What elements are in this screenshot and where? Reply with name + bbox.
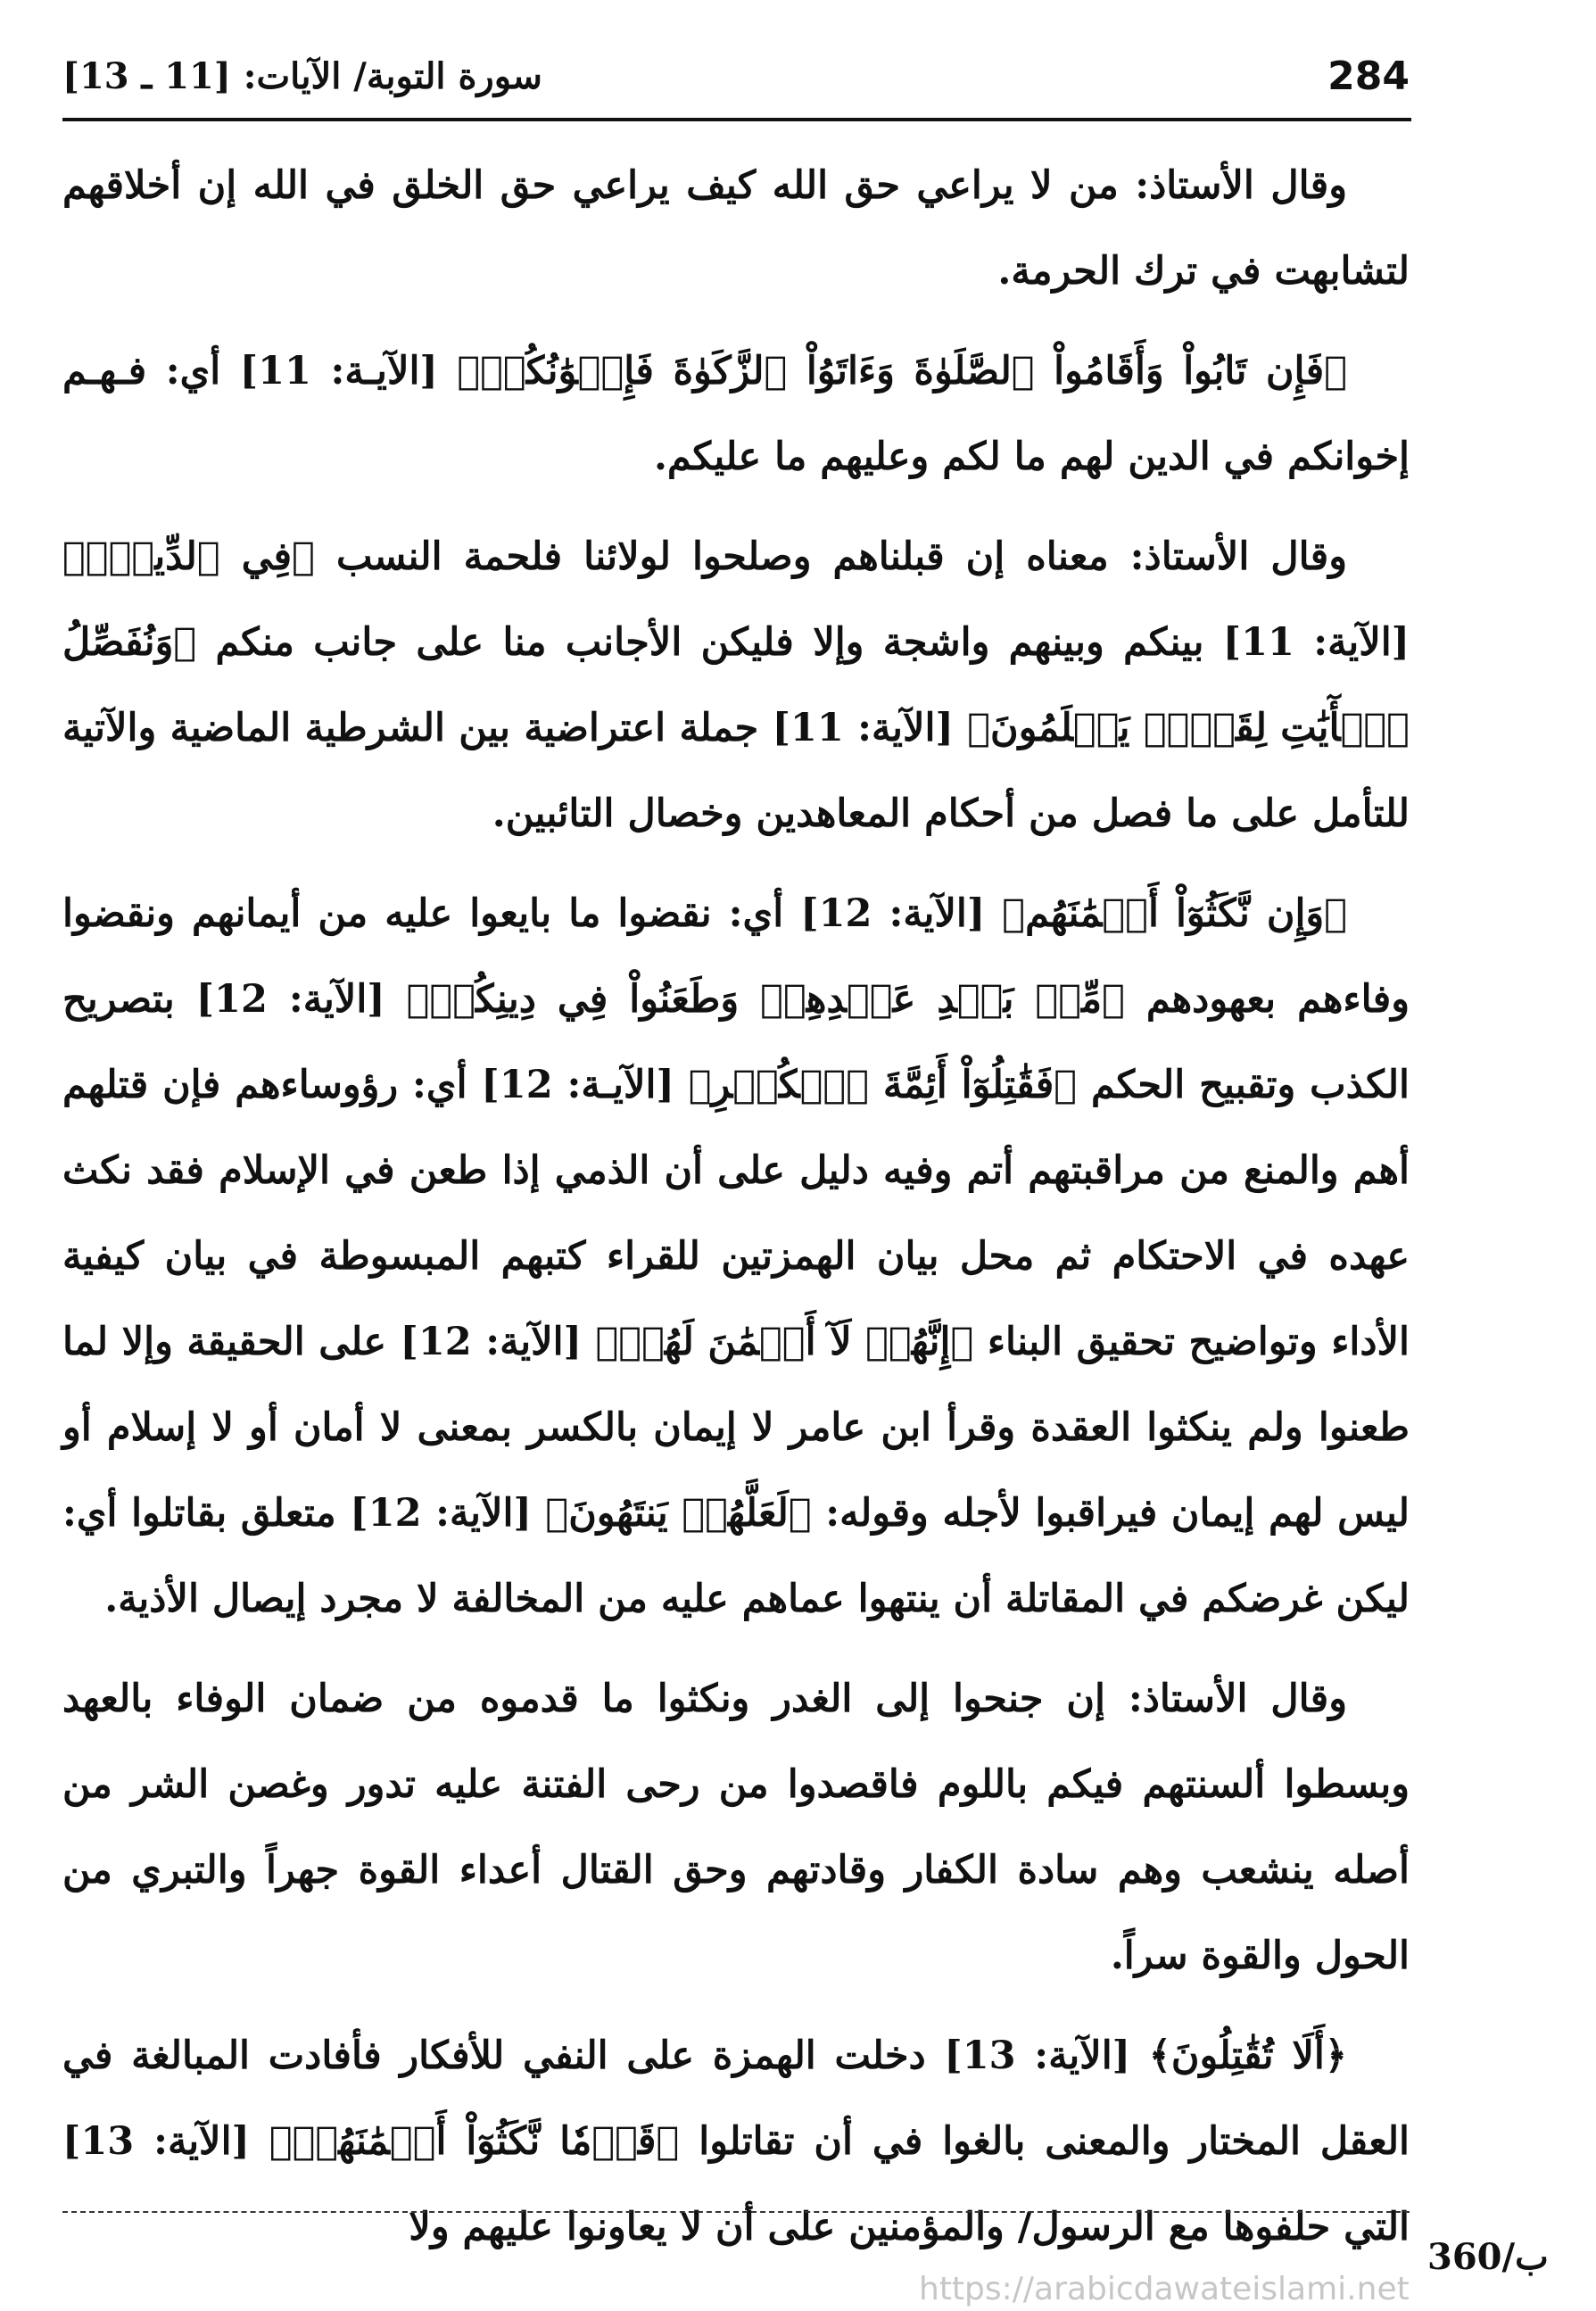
running-title: سورة التوبة/ الآيات: [11 ـ 13] [62,55,542,97]
paragraph: ﴿أَلَا تُقَٰتِلُونَ﴾ [الآية: 13] دخلت الهمزة على النفي للأفكار فأفادت المبالغة في العقل المختار والمعنى بالغوا في أن تقاتلوا ﴿قَوۡمٗا نَّكَثُوٓاْ أَيۡمَٰنَهُمۡ﴾ [الآية: 13] التي حلفوها مع الرسول/ والمؤمنين على أن لا يعاونوا عليهم ولا [62,2034,1410,2249]
watermark-url: https://arabicdawateislami.net [919,2271,1410,2307]
strikethrough-line [62,2211,1410,2213]
page-number: 284 [1327,54,1410,99]
paragraph: وقال الأستاذ: من لا يراعي حق الله كيف يراعي حق الخلق في الله إن أخلاقهم لتشابهت في ترك الحرمة. [62,163,1410,294]
header-rule [62,118,1411,121]
paragraph: ﴿فَإِن تَابُواْ وَأَقَامُواْ ٱلصَّلَوٰةَ وَءَاتَوُاْ ٱلزَّكَوٰةَ فَإِخۡوَٰنُكُمۡ﴾ [الآيـة: 11] أي: فـهـم إخوانكم في الدين لهم ما لكم وعليهم ما عليكم. [62,349,1410,479]
paragraph: وقال الأستاذ: إن جنحوا إلى الغدر ونكثوا ما قدموه من ضمان الوفاء بالعهد وبسطوا ألسنتهم فيكم باللوم فاقصدوا من رحى الفتنة عليه تدور وغصن الشر من أصله ينشعب وهم سادة الكفار وقادتهم وحق القتال أعداء القوة جهراً والتبري من الحول والقوة سراً. [62,1677,1410,1978]
main-text [62,143,1410,2284]
paragraph: وقال الأستاذ: معناه إن قبلناهم وصلحوا لولائنا فلحمة النسب ﴿فِي ٱلدِّينِۗ﴾ [الآية: 11] بينكم وبينهم واشجة وإلا فليكن الأجانب منا على جانب منكم ﴿وَنُفَصِّلُ ٱلۡأٓيَٰتِ لِقَوۡمٖ يَعۡلَمُونَ﴾ [الآية: 11] جملة اعتراضية بين الشرطية الماضية والآتية للتأمل على ما فصل من أحكام المعاهدين وخصال التائبين. [62,534,1410,836]
manuscript-folio-note: 360/ب [1427,2236,1549,2278]
paragraph: ﴿وَإِن نَّكَثُوٓاْ أَيۡمَٰنَهُم﴾ [الآية: 12] أي: نقضوا ما بايعوا عليه من أيمانهم ونقضوا وفاءهم بعهودهم ﴿مِّنۢ بَعۡدِ عَهۡدِهِمۡ وَطَعَنُواْ فِي دِينِكُمۡ﴾ [الآية: 12] بتصريح الكذب وتقبيح الحكم ﴿فَقَٰتِلُوٓاْ أَئِمَّةَ ٱلۡكُفۡرِ﴾ [الآيـة: 12] أي: رؤوساءهم فإن قتلهم أهم والمنع من مراقبتهم أتم وفيه دليل على أن الذمي إذا طعن في الإسلام فقد نكث عهده في الاحتكام ثم محل بيان الهمزتين للقراء كتبهم المبسوطة في بيان كيفية الأداء وتواضيح تحقيق البناء ﴿إِنَّهُمۡ لَآ أَيۡمَٰنَ لَهُمۡ﴾ [الآية: 12] على الحقيقة وإلا لما طعنوا ولم ينكثوا العقدة وقرأ ابن عامر لا إيمان بالكسر بمعنى لا أمان أو لا إسلام أو ليس لهم إيمان فيراقبوا لأجله وقوله: ﴿لَعَلَّهُمۡ يَنتَهُونَ﴾ [الآية: 12] متعلق بقاتلوا أي: ليكن غرضكم في المقاتلة أن ينتهوا عماهم عليه من المخالفة لا مجرد إيصال الأذية. [62,891,1410,1621]
page-header [62,54,1410,116]
